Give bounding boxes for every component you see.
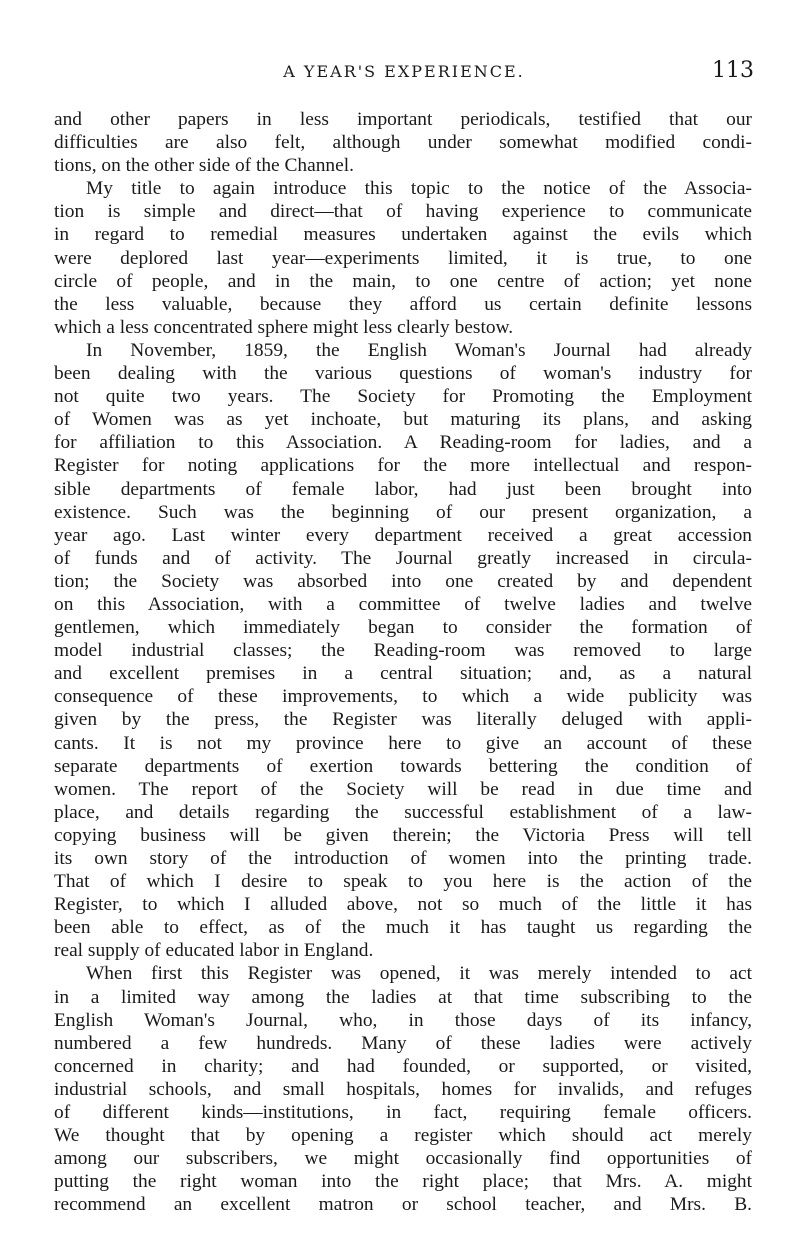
text-line: Register, to which I alluded above, not so much of the little it has [54, 894, 752, 916]
text-line: numbered a few hundreds. Many of these ladies were actively [54, 1032, 752, 1054]
text-line: tion; the Society was absorbed into one created by and dependent [54, 570, 752, 592]
text-line: circle of people, and in the main, to one centre of action; yet none [54, 270, 752, 292]
text-line: the less valuable, because they afford us certain definite lessons [54, 293, 752, 315]
text-line: That of which I desire to speak to you here is the action of the [54, 871, 752, 893]
text-line: concerned in charity; and had founded, or supported, or visited, [54, 1055, 752, 1077]
text-line: were deplored last year—experiments limited, it is true, to one [54, 247, 752, 269]
text-line: been dealing with the various questions of woman's industry for [54, 363, 752, 385]
text-line: existence. Such was the beginning of our present organization, a [54, 501, 752, 523]
text-line: recommend an excellent matron or school teacher, and Mrs. B. [54, 1194, 752, 1216]
text-line: which a less concentrated sphere might less clearly bestow. [54, 316, 514, 338]
text-line: copying business will be given therein; the Victoria Press will tell [54, 824, 752, 846]
text-line: for affiliation to this Association. A Reading-room for ladies, and a [54, 432, 752, 454]
text-line: given by the press, the Register was literally deluged with appli- [54, 709, 752, 731]
text-line: year ago. Last winter every department received a great accession [54, 524, 752, 546]
text-line: gentlemen, which immediately began to consider the formation of [54, 617, 752, 639]
text-line: of different kinds—institutions, in fact, requiring female officers. [54, 1102, 752, 1124]
text-line: difficulties are also felt, although under somewhat modified condi- [54, 132, 752, 154]
text-line: In November, 1859, the English Woman's Journal had already [86, 339, 752, 361]
text-line: on this Association, with a committee of twelve ladies and twelve [54, 593, 752, 615]
text-line: place, and details regarding the successful establishment of a law- [54, 801, 752, 823]
text-line: in regard to remedial measures undertaken against the evils which [54, 224, 752, 246]
text-line: consequence of these improvements, to which a wide publicity was [54, 686, 752, 708]
text-line: been able to effect, as of the much it has taught us regarding the [54, 917, 752, 939]
page-header [54, 58, 754, 88]
running-head: A YEAR'S EXPERIENCE. [283, 62, 525, 81]
text-line: industrial schools, and small hospitals, homes for invalids, and refuges [54, 1078, 752, 1100]
text-line: and excellent premises in a central situation; and, as a natural [54, 663, 752, 685]
text-line: English Woman's Journal, who, in those days of its infancy, [54, 1009, 752, 1031]
text-line: sible departments of female labor, had just been brought into [54, 478, 752, 500]
text-line: tion is simple and direct—that of having experience to communicate [54, 201, 752, 223]
text-line: cants. It is not my province here to give an account of these [54, 732, 752, 754]
body-text [54, 108, 752, 1217]
text-line: among our subscribers, we might occasionally find opportunities of [54, 1148, 752, 1170]
text-line: separate departments of exertion towards bettering the condition of [54, 755, 752, 777]
text-line: tions, on the other side of the Channel. [54, 155, 354, 177]
text-line: in a limited way among the ladies at that time subscribing to the [54, 986, 752, 1008]
text-line: When first this Register was opened, it was merely intended to act [86, 963, 752, 985]
text-line: not quite two years. The Society for Promoting the Employment [54, 386, 752, 408]
text-line: We thought that by opening a register which should act merely [54, 1125, 752, 1147]
text-line: Register for noting applications for the more intellectual and respon- [54, 455, 752, 477]
text-line: model industrial classes; the Reading-room was removed to large [54, 640, 752, 662]
text-line: of Women was as yet inchoate, but maturing its plans, and asking [54, 409, 752, 431]
text-line: My title to again introduce this topic to the notice of the Associa- [86, 178, 752, 200]
text-line: and other papers in less important periodicals, testified that our [54, 109, 752, 130]
text-line: women. The report of the Society will be read in due time and [54, 778, 752, 800]
text-line: real supply of educated labor in England. [54, 940, 374, 962]
text-line: its own story of the introduction of women into the printing trade. [54, 848, 752, 869]
text-line: putting the right woman into the right place; that Mrs. A. might [54, 1171, 752, 1193]
text-line: of funds and of activity. The Journal greatly increased in circula- [54, 547, 752, 569]
page-number: 113 [712, 58, 754, 83]
